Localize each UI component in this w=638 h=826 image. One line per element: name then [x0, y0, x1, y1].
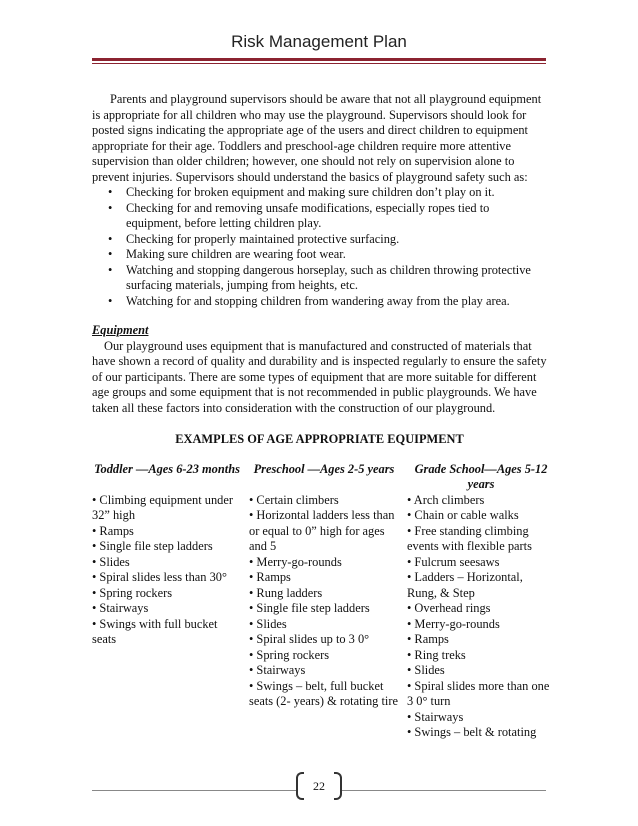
right-bracket-icon — [334, 772, 342, 800]
equipment-item: • Free standing climbing events with flexible parts — [407, 523, 532, 553]
equipment-heading: Equipment — [92, 323, 149, 337]
equipment-item: • Overhead rings — [407, 601, 491, 615]
column-header: Grade School—Ages 5-12 years — [414, 461, 548, 491]
equipment-item: • Slides — [249, 616, 287, 631]
equipment-item: • Ladders – Horizontal, Rung, & Step — [407, 570, 523, 600]
equipment-item: • Climbing equipment under 32” high — [92, 492, 233, 522]
equipment-item: • Swings – belt & rotating — [407, 725, 537, 739]
equipment-paragraph: Our playground uses equipment that is manufactured and constructed of materials that have shown a record of quality and durability and is inspected regularly to ensure the safety of our participants. There are some types of equipment that are more suitable for different age groups and some equipment that is not recommended in public playgrounds. We have taken all these factors into consideration with the construction of our playground. — [92, 338, 547, 415]
equipment-item: • Merry-go-rounds — [407, 616, 500, 631]
safety-item: • Checking for properly maintained protective surfacing. — [126, 232, 547, 248]
equipment-item: • Spring rockers — [92, 585, 173, 600]
header-rule-thin — [92, 63, 546, 64]
equipment-item: • Fulcrum seesaws — [407, 554, 500, 569]
equipment-item: • Stairways — [249, 663, 306, 677]
equipment-item: • Spring rockers — [249, 647, 330, 662]
page-number-box — [296, 772, 342, 800]
equipment-item: • Stairways — [407, 709, 464, 724]
equipment-item: • Slides — [407, 663, 445, 677]
equipment-item: • Rung ladders — [249, 585, 323, 600]
equipment-item: • Spiral slides up to 3 0° — [249, 632, 370, 646]
toddler-column — [92, 462, 242, 741]
safety-item: • Making sure children are wearing foot wear. — [126, 247, 547, 263]
equipment-item: • Ramps — [407, 632, 449, 646]
safety-list — [92, 185, 547, 309]
page-number: 22 — [313, 778, 325, 793]
grade-school-column — [407, 462, 555, 741]
equipment-item: • Swings – belt, full bucket seats (2- years) & rotating tire — [249, 678, 398, 708]
equipment-item: • Spiral slides more than one 3 0° turn — [407, 678, 550, 708]
left-bracket-icon — [296, 772, 304, 800]
safety-item: • Watching for and stopping children from wandering away from the play area. — [126, 294, 547, 310]
equipment-item: • Ramps — [92, 523, 134, 538]
equipment-item: • Ring treks — [407, 647, 466, 662]
intro-paragraph: Parents and playground supervisors should be aware that not all playground equipment is appropriate for all children who may use the playground. Supervisors should look for posted signs indicating the appropriate age of the users and direct children to equipment appropriate for their age. Toddlers and preschool-age children require more attentive supervision than older children; however, one should not rely on supervision alone to prevent injuries. Supervisors should understand the basics of playground safety such as: — [92, 92, 542, 184]
equipment-item: • Spiral slides less than 30° — [92, 570, 227, 584]
column-header: Toddler —Ages 6-23 months — [94, 461, 240, 476]
equipment-item: • Swings with full bucket seats — [92, 616, 218, 646]
equipment-item: • Slides — [92, 554, 130, 569]
preschool-column — [249, 462, 399, 741]
equipment-item: • Stairways — [92, 601, 149, 615]
equipment-table — [92, 461, 550, 741]
safety-item: • Checking for and removing unsafe modifications, especially ropes tied to equipment, before letting children play. — [126, 201, 547, 232]
equipment-item: • Chain or cable walks — [407, 508, 519, 522]
equipment-item: • Single file step ladders — [249, 601, 370, 615]
equipment-item: • Arch climbers — [407, 492, 485, 507]
equipment-item: • Ramps — [249, 570, 291, 584]
safety-item: • Checking for broken equipment and making sure children don’t play on it. — [126, 185, 547, 201]
safety-item: • Watching and stopping dangerous horseplay, such as children throwing protective surfacing materials, jumping from heights, etc. — [126, 263, 547, 294]
column-header: Preschool —Ages 2-5 years — [253, 461, 395, 476]
examples-heading: EXAMPLES OF AGE APPROPRIATE EQUIPMENT — [175, 432, 464, 446]
equipment-item: • Certain climbers — [249, 492, 339, 507]
equipment-item: • Horizontal ladders less than or equal to 0” high for ages and 5 — [249, 508, 395, 553]
equipment-item: • Single file step ladders — [92, 539, 213, 553]
page-body — [92, 92, 550, 741]
page-header-title: Risk Management Plan — [231, 32, 407, 51]
equipment-item: • Merry-go-rounds — [249, 554, 342, 569]
header-rule — [92, 58, 546, 61]
